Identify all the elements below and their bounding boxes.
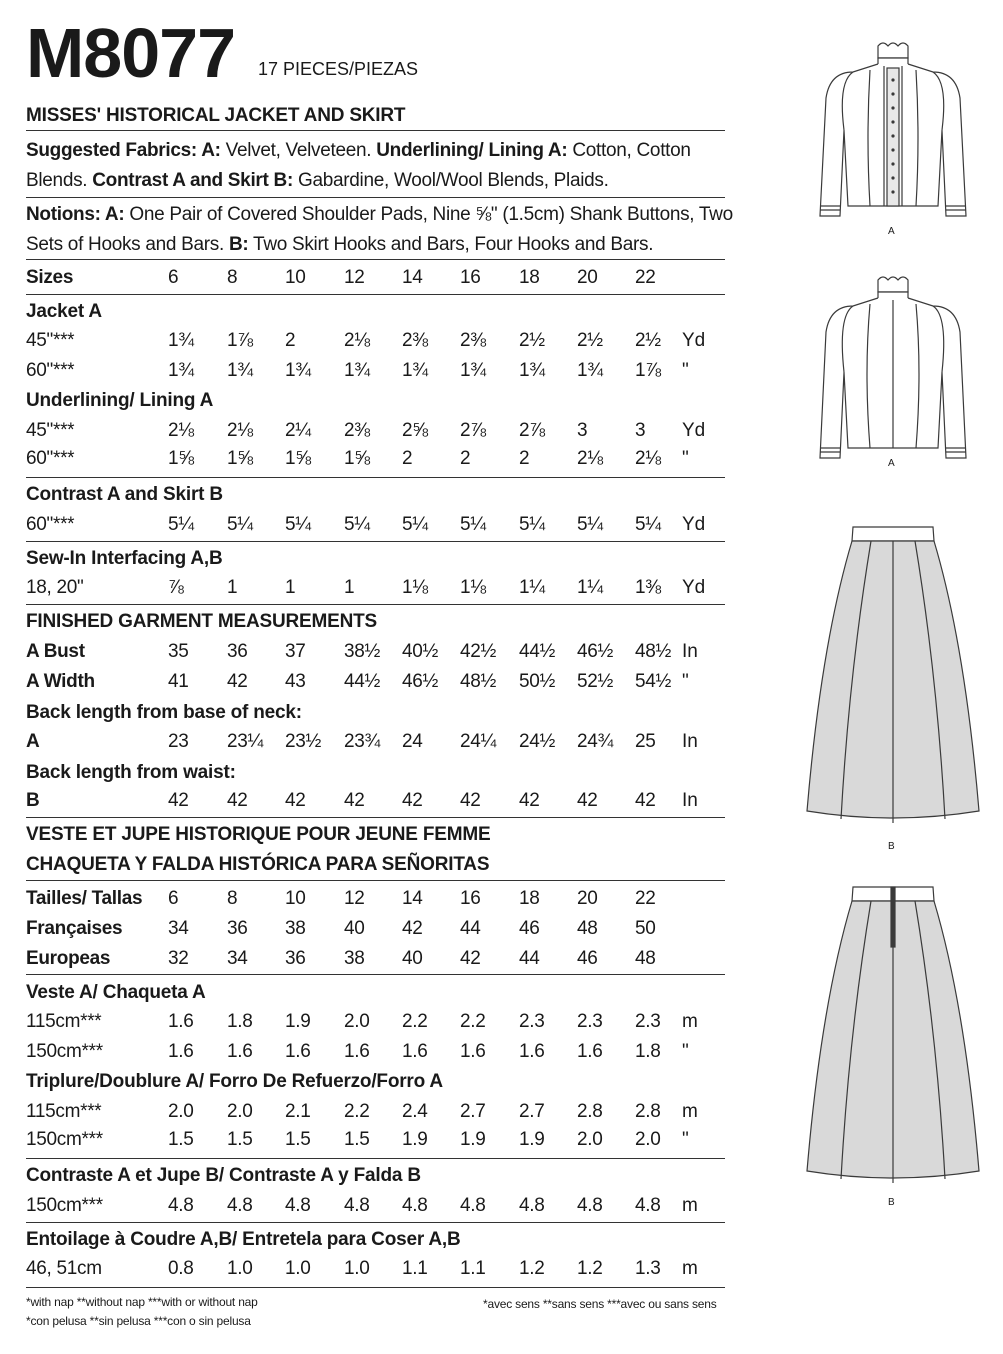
value-cell: 5¼ [168,514,194,535]
value-cell: 1.9 [402,1129,428,1150]
value-cell: 42 [519,790,540,811]
value-cell: 1⅛ [402,577,428,598]
value-cell: 2⅞ [460,420,486,441]
divider [26,294,725,295]
sizes-label: Sizes [26,267,74,288]
divider [26,604,725,605]
value-cell: 34 [168,918,189,939]
row-label: B [26,790,40,811]
jacket-45-row [26,329,725,353]
value-cell: 1⅛ [460,577,486,598]
value-cell: 40 [402,948,423,969]
value-cell: 38 [285,918,306,939]
value-cell: 36 [227,918,248,939]
value-cell: 2 [519,448,530,469]
jacket-back-illustration [808,272,978,462]
value-cell: 42 [227,790,248,811]
unit-cell: " [682,671,689,692]
value-cell: 10 [285,267,306,288]
value-cell: 1.9 [519,1129,545,1150]
value-cell: 46 [577,948,598,969]
value-cell: 48½ [635,641,672,662]
value-cell: 4.8 [344,1195,370,1216]
divider [26,1158,725,1159]
value-cell: 24 [402,731,423,752]
europeas-row [26,947,725,971]
value-cell: 1 [227,577,238,598]
value-cell: 1.6 [577,1041,603,1062]
value-cell: 1.5 [168,1129,194,1150]
value-cell: 23 [168,731,189,752]
finished-measurements-heading: FINISHED GARMENT MEASUREMENTS [26,611,377,632]
view-label-b: B [888,841,895,852]
value-cell: 38 [344,948,365,969]
value-cell: 50 [635,918,656,939]
triplure-heading: Triplure/Doublure A/ Forro De Refuerzo/Forro A [26,1071,443,1092]
value-cell: 10 [285,888,306,909]
value-cell: 1⅝ [168,448,194,469]
value-cell: 3 [635,420,646,441]
value-cell: 6 [168,888,179,909]
view-label-a-back: A [888,458,895,469]
divider [26,974,725,975]
value-cell: 2.0 [635,1129,661,1150]
unit-cell: " [682,448,689,469]
value-cell: 5¼ [635,514,661,535]
value-cell: 2½ [519,330,545,351]
skirt-front-illustration [805,525,981,825]
value-cell: 2.8 [635,1101,661,1122]
divider [26,197,725,198]
value-cell: 5¼ [460,514,486,535]
value-cell: 44½ [519,641,556,662]
value-cell: 1.5 [285,1129,311,1150]
veste-115-row [26,1010,725,1034]
value-cell: ⅞ [168,577,184,598]
sizes-row [26,266,725,290]
unit-cell: m [682,1195,698,1216]
value-cell: 2 [285,330,296,351]
value-cell: 44 [519,948,540,969]
value-cell: 0.8 [168,1258,194,1279]
value-cell: 2.8 [577,1101,603,1122]
value-cell: 40½ [402,641,439,662]
contrast-60-row [26,513,725,537]
value-cell: 2⅛ [344,330,370,351]
text-segment: Gabardine, Wool/Wool Blends, Plaids. [292,170,609,191]
value-cell: 1.5 [344,1129,370,1150]
row-label: 60"*** [26,360,75,381]
row-label: 60"*** [26,448,75,469]
value-cell: 1.6 [519,1041,545,1062]
value-cell: 2⅛ [635,448,661,469]
value-cell: 2⅜ [344,420,370,441]
value-cell: 5¼ [285,514,311,535]
value-cell: 1¾ [227,360,253,381]
entoilage-46-row [26,1257,725,1281]
value-cell: 46½ [577,641,614,662]
value-cell: 1.6 [402,1041,428,1062]
text-segment: Cotton, Cotton [567,140,691,161]
value-cell: 34 [227,948,248,969]
value-cell: 2 [460,448,471,469]
francaises-row [26,917,725,941]
value-cell: 1¾ [577,360,603,381]
value-cell: 5¼ [227,514,253,535]
value-cell: 50½ [519,671,556,692]
value-cell: 5¼ [344,514,370,535]
value-cell: 37 [285,641,306,662]
value-cell: 35 [168,641,189,662]
contrast-heading: Contrast A and Skirt B [26,484,223,505]
value-cell: 5¼ [402,514,428,535]
contraste-150-row [26,1194,725,1218]
title-english: MISSES' HISTORICAL JACKET AND SKIRT [26,105,406,126]
value-cell: 42 [577,790,598,811]
value-cell: 1.1 [402,1258,428,1279]
unit-cell: m [682,1258,698,1279]
value-cell: 38½ [344,641,381,662]
text-segment: Underlining/ Lining A: [376,140,568,161]
title-spanish: CHAQUETA Y FALDA HISTÓRICA PARA SEÑORITAS [26,854,490,875]
unit-cell: m [682,1011,698,1032]
text-segment: Sets of Hooks and Bars. [26,234,229,255]
value-cell: 14 [402,888,423,909]
value-cell: 2.3 [635,1011,661,1032]
value-cell: 44 [460,918,481,939]
row-label: 46, 51cm [26,1258,102,1279]
lining-60-row [26,447,725,471]
value-cell: 40 [344,918,365,939]
value-cell: 1.5 [227,1129,253,1150]
value-cell: 1.6 [168,1041,194,1062]
tailles-row [26,887,725,911]
lining-a-heading: Underlining/ Lining A [26,390,214,411]
value-cell: 42 [460,948,481,969]
value-cell: 46 [519,918,540,939]
triplure-150-row [26,1128,725,1152]
row-label: A Width [26,671,95,692]
divider [26,1287,725,1288]
divider [26,259,725,260]
row-label: A Bust [26,641,85,662]
row-label: 150cm*** [26,1195,103,1216]
row-label: 115cm*** [26,1101,102,1122]
value-cell: 1¾ [168,330,194,351]
value-cell: 1.2 [577,1258,603,1279]
value-cell: 23¼ [227,731,264,752]
value-cell: 18 [519,267,540,288]
value-cell: 4.8 [168,1195,194,1216]
value-cell: 8 [227,267,238,288]
text-segment: Blends. [26,170,93,191]
unit-cell: Yd [682,420,706,441]
value-cell: 1.8 [635,1041,661,1062]
value-cell: 2½ [577,330,603,351]
value-cell: 43 [285,671,306,692]
value-cell: 2.2 [344,1101,370,1122]
jacket-60-row [26,359,725,383]
width-row [26,670,725,694]
unit-cell: " [682,360,689,381]
back-neck-a-row [26,730,725,754]
piece-count: 17 PIECES/PIEZAS [258,59,419,79]
triplure-115-row [26,1100,725,1124]
value-cell: 42 [460,790,481,811]
value-cell: 2⅛ [168,420,194,441]
value-cell: 23¾ [344,731,381,752]
value-cell: 2.3 [577,1011,603,1032]
footnote-english: *with nap **without nap ***with or without nap [26,1295,258,1309]
value-cell: 23½ [285,731,322,752]
value-cell: 5¼ [519,514,545,535]
footnote-french: *avec sens **sans sens ***avec ou sans sens [483,1297,717,1311]
value-cell: 1¾ [402,360,428,381]
notions-line-2 [26,235,653,254]
value-cell: 1¼ [577,577,603,598]
value-cell: 1.9 [460,1129,486,1150]
value-cell: 42 [635,790,656,811]
value-cell: 1 [285,577,296,598]
text-segment: B: [228,234,249,255]
value-cell: 42 [168,790,189,811]
text-segment: Contrast A and Skirt B: [92,170,293,191]
row-label: Europeas [26,948,111,969]
text-segment: Two Skirt Hooks and Bars, Four Hooks and Bars. [248,234,654,255]
skirt-back-illustration [805,885,981,1185]
value-cell: 32 [168,948,189,969]
value-cell: 5¼ [577,514,603,535]
row-label: Françaises [26,918,123,939]
value-cell: 42 [227,671,248,692]
value-cell: 22 [635,888,656,909]
value-cell: 42½ [460,641,497,662]
pattern-number: M8077 [26,14,236,92]
entoilage-heading: Entoilage à Coudre A,B/ Entretela para Coser A,B [26,1229,461,1250]
value-cell: 2⅛ [227,420,253,441]
row-label: 150cm*** [26,1041,103,1062]
value-cell: 1.6 [168,1011,194,1032]
view-label-b-back: B [888,1197,895,1208]
row-label: 45"*** [26,330,75,351]
value-cell: 42 [402,918,423,939]
text-segment: Velvet, Velveteen. [220,140,377,161]
value-cell: 1⅝ [285,448,311,469]
value-cell: 14 [402,267,423,288]
value-cell: 2.0 [344,1011,370,1032]
value-cell: 1¾ [460,360,486,381]
value-cell: 1.3 [635,1258,661,1279]
unit-cell: " [682,1041,689,1062]
value-cell: 2⅝ [402,420,428,441]
unit-cell: " [682,1129,689,1150]
value-cell: 1⅝ [344,448,370,469]
value-cell: 1.0 [285,1258,311,1279]
unit-cell: m [682,1101,698,1122]
value-cell: 2.4 [402,1101,428,1122]
value-cell: 1.6 [285,1041,311,1062]
suggested-fabrics-line-1 [26,141,691,160]
value-cell: 41 [168,671,189,692]
lining-45-row [26,419,725,443]
unit-cell: Yd [682,577,706,598]
value-cell: 2.2 [460,1011,486,1032]
footnote-spanish: *con pelusa **sin pelusa ***con o sin pelusa [26,1314,251,1328]
value-cell: 46½ [402,671,439,692]
value-cell: 12 [344,267,365,288]
row-label: 150cm*** [26,1129,103,1150]
value-cell: 1.9 [285,1011,311,1032]
value-cell: 2½ [635,330,661,351]
value-cell: 1⅜ [635,577,661,598]
value-cell: 42 [285,790,306,811]
row-label: 18, 20" [26,577,84,598]
value-cell: 1.1 [460,1258,486,1279]
value-cell: 36 [227,641,248,662]
title-french: VESTE ET JUPE HISTORIQUE POUR JEUNE FEMME [26,824,491,845]
value-cell: 1¾ [168,360,194,381]
unit-cell: In [682,731,698,752]
value-cell: 2.1 [285,1101,311,1122]
value-cell: 1⅝ [227,448,253,469]
value-cell: 1.2 [519,1258,545,1279]
unit-cell: In [682,641,698,662]
value-cell: 24¼ [460,731,497,752]
divider [26,541,725,542]
jacket-front-illustration [808,38,978,228]
value-cell: 1⅞ [227,330,253,351]
back-waist-b-row [26,789,725,813]
value-cell: 42 [402,790,423,811]
back-neck-heading: Back length from base of neck: [26,702,302,723]
value-cell: 44½ [344,671,381,692]
unit-cell: Yd [682,514,706,535]
text-segment: Notions: A: [26,204,125,225]
row-label: 45"*** [26,420,75,441]
unit-cell: In [682,790,698,811]
value-cell: 12 [344,888,365,909]
value-cell: 1.0 [344,1258,370,1279]
value-cell: 4.8 [460,1195,486,1216]
divider [26,477,725,478]
row-label: Tailles/ Tallas [26,888,143,909]
value-cell: 3 [577,420,588,441]
back-waist-heading: Back length from waist: [26,762,236,783]
value-cell: 25 [635,731,656,752]
value-cell: 4.8 [577,1195,603,1216]
value-cell: 48 [635,948,656,969]
value-cell: 18 [519,888,540,909]
value-cell: 2.0 [227,1101,253,1122]
value-cell: 2.2 [402,1011,428,1032]
value-cell: 1¾ [285,360,311,381]
value-cell: 1 [344,577,355,598]
bust-row [26,640,725,664]
value-cell: 36 [285,948,306,969]
value-cell: 2.3 [519,1011,545,1032]
value-cell: 1.6 [460,1041,486,1062]
value-cell: 16 [460,267,481,288]
divider [26,880,725,881]
unit-cell: Yd [682,330,706,351]
text-segment: Suggested Fabrics: A: [26,140,221,161]
value-cell: 42 [344,790,365,811]
value-cell: 1.6 [344,1041,370,1062]
value-cell: 2⅞ [519,420,545,441]
value-cell: 4.8 [227,1195,253,1216]
value-cell: 1.0 [227,1258,253,1279]
row-label: 60"*** [26,514,75,535]
value-cell: 1⅞ [635,360,661,381]
value-cell: 2¼ [285,420,311,441]
divider [26,1222,725,1223]
veste-heading: Veste A/ Chaqueta A [26,982,206,1003]
value-cell: 2.7 [460,1101,486,1122]
value-cell: 1¾ [519,360,545,381]
value-cell: 24½ [519,731,556,752]
value-cell: 20 [577,888,598,909]
divider [26,130,725,131]
value-cell: 4.8 [285,1195,311,1216]
value-cell: 8 [227,888,238,909]
value-cell: 16 [460,888,481,909]
value-cell: 48½ [460,671,497,692]
view-label-a: A [888,226,895,237]
text-segment: One Pair of Covered Shoulder Pads, Nine ⅝" (1.5cm) Shank Buttons, Two [124,204,733,225]
value-cell: 2 [402,448,413,469]
value-cell: 1¼ [519,577,545,598]
value-cell: 4.8 [402,1195,428,1216]
veste-150-row [26,1040,725,1064]
value-cell: 1.6 [227,1041,253,1062]
value-cell: 54½ [635,671,672,692]
row-label: A [26,731,40,752]
value-cell: 52½ [577,671,614,692]
value-cell: 1¾ [344,360,370,381]
value-cell: 2.0 [577,1129,603,1150]
suggested-fabrics-line-2 [26,171,609,190]
interfacing-18-row [26,576,725,600]
contraste-heading: Contraste A et Jupe B/ Contraste A y Falda B [26,1165,421,1186]
jacket-a-heading: Jacket A [26,301,102,322]
value-cell: 20 [577,267,598,288]
value-cell: 4.8 [635,1195,661,1216]
value-cell: 6 [168,267,179,288]
value-cell: 4.8 [519,1195,545,1216]
value-cell: 2.0 [168,1101,194,1122]
value-cell: 2⅜ [460,330,486,351]
value-cell: 2⅛ [577,448,603,469]
value-cell: 2⅜ [402,330,428,351]
value-cell: 24¾ [577,731,614,752]
row-label: 115cm*** [26,1011,102,1032]
value-cell: 22 [635,267,656,288]
notions-line-1 [26,205,733,224]
interfacing-heading: Sew-In Interfacing A,B [26,548,223,569]
value-cell: 2.7 [519,1101,545,1122]
divider [26,817,725,818]
value-cell: 48 [577,918,598,939]
value-cell: 1.8 [227,1011,253,1032]
